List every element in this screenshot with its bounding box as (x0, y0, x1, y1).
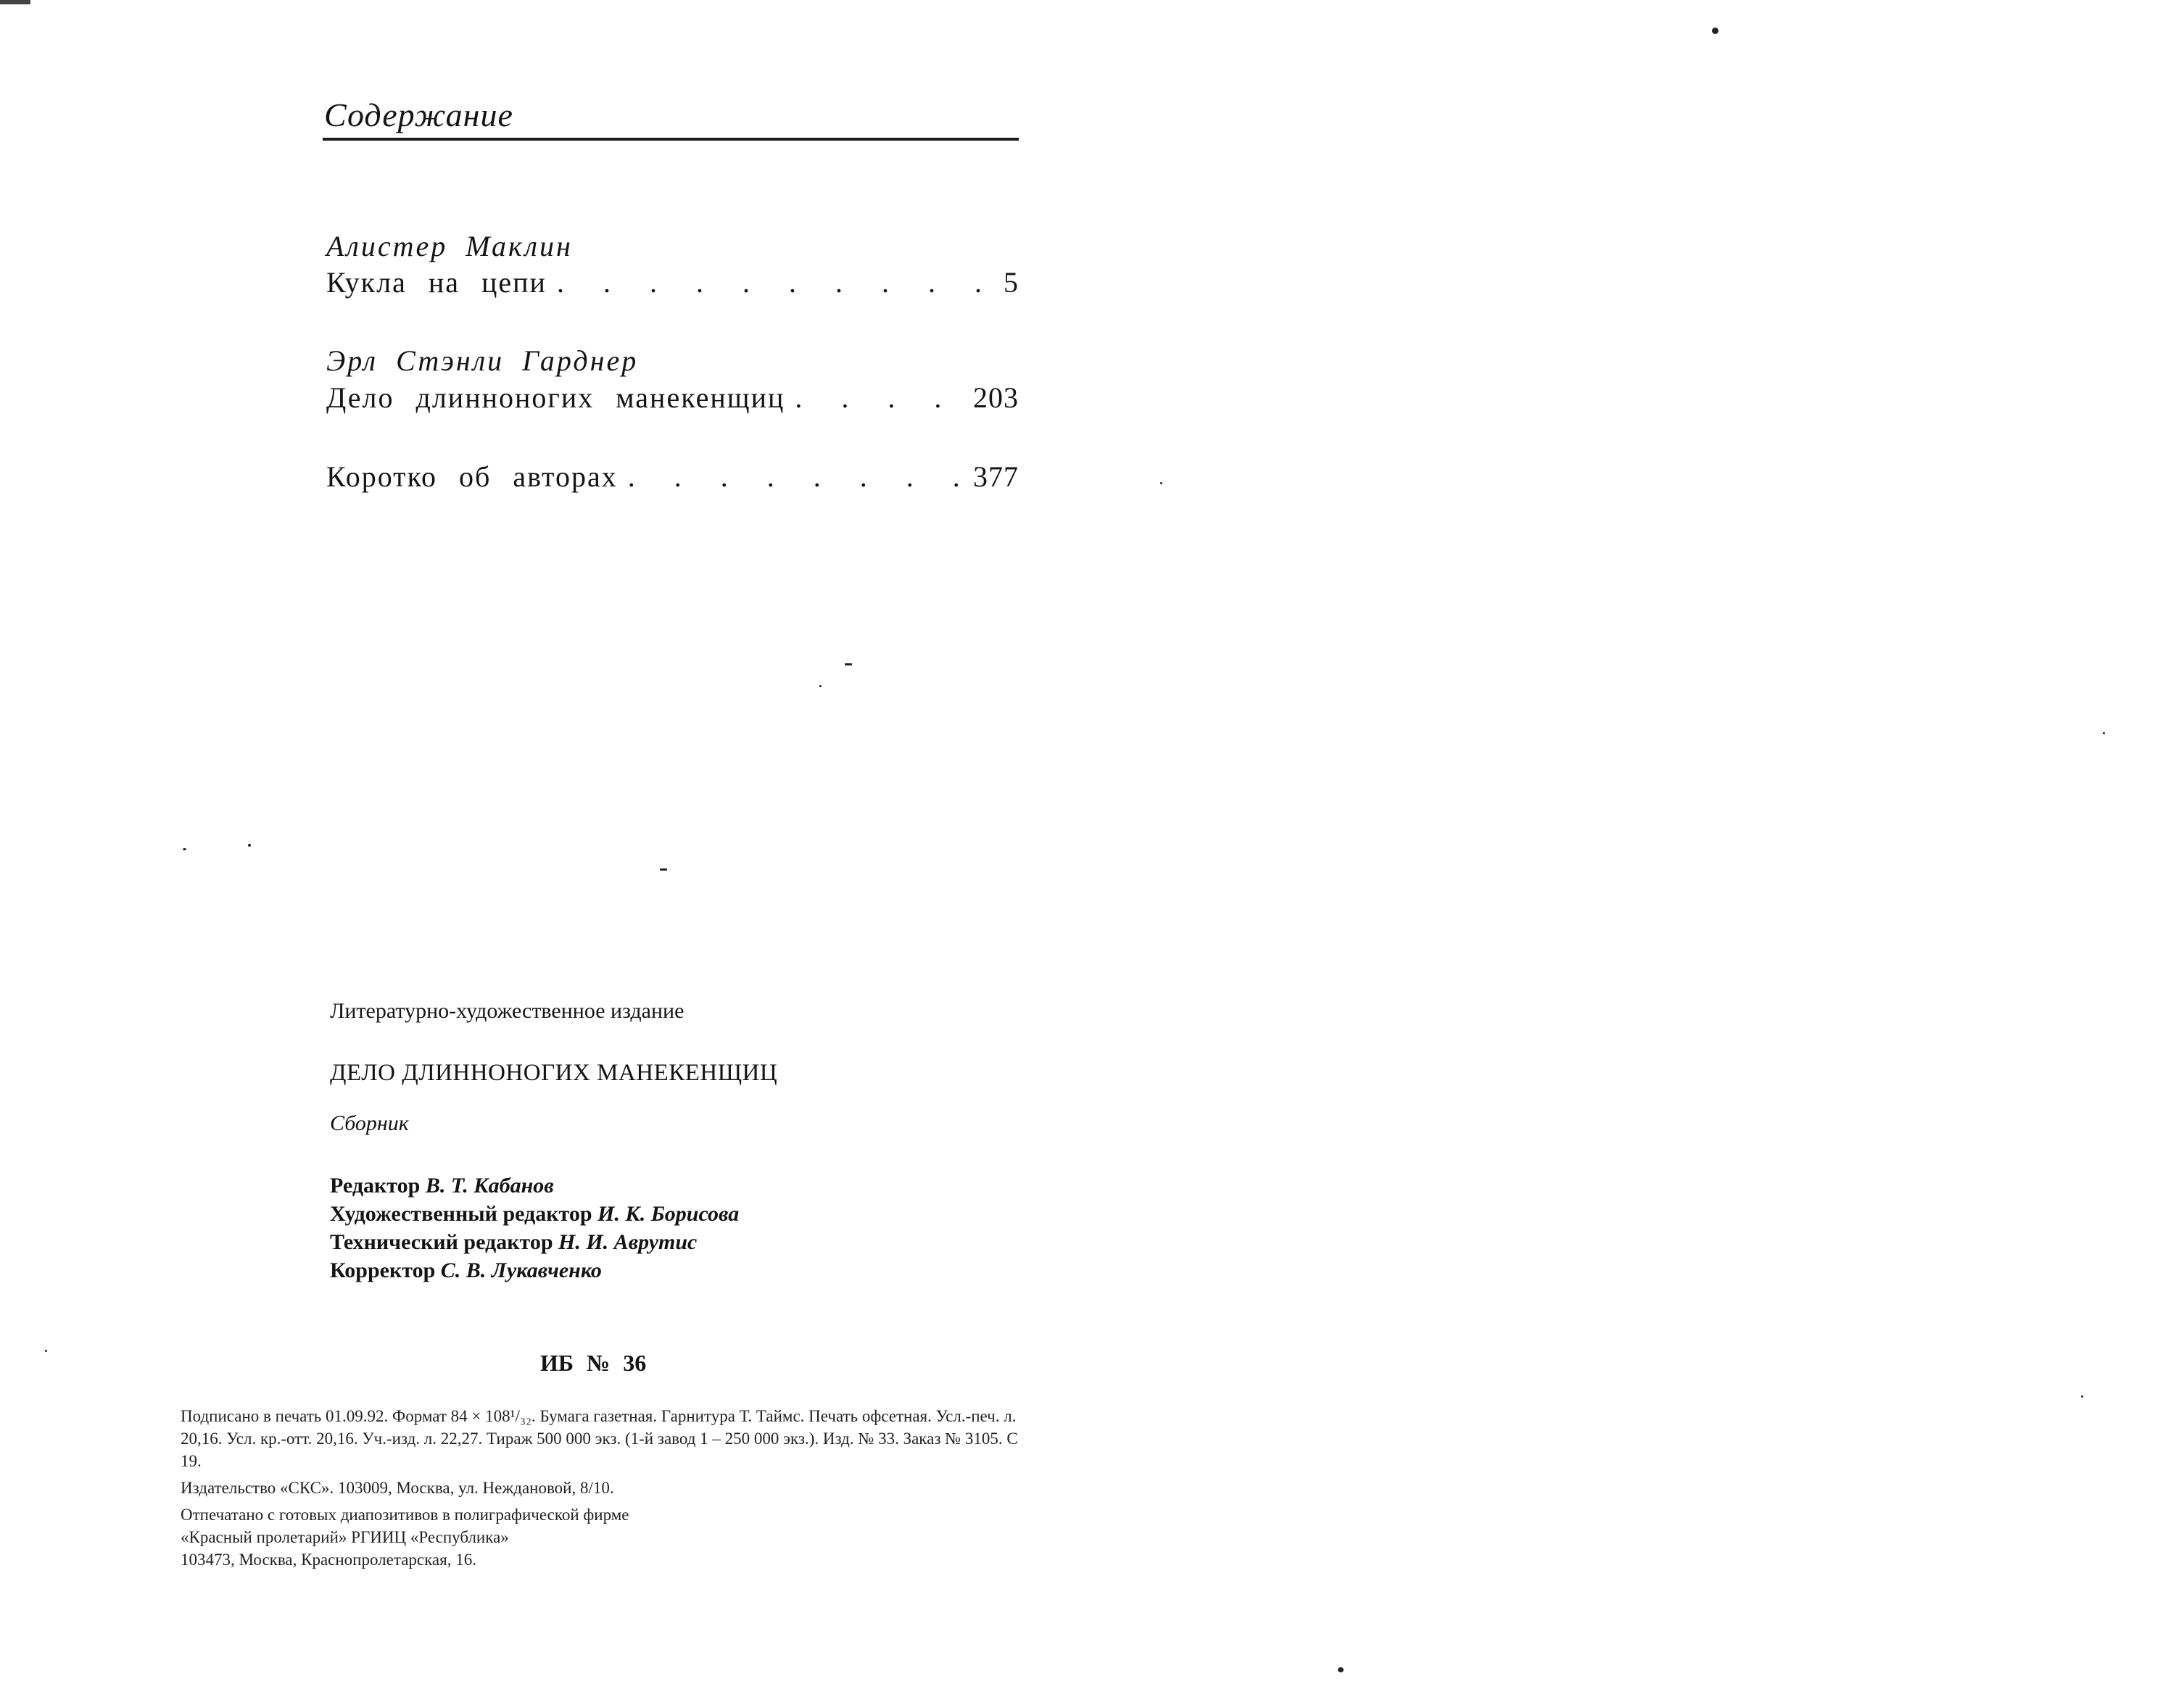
credit-tech-editor (330, 1228, 739, 1256)
credit-name: И. К. Борисова (597, 1202, 740, 1226)
scan-speck (2081, 1395, 2083, 1398)
scan-speck (819, 685, 822, 687)
imprint-credits (330, 1171, 739, 1285)
imprint-genre: Литературно-художественное издание (330, 999, 684, 1023)
scan-speck (45, 1350, 47, 1352)
credit-role: Корректор (330, 1258, 436, 1282)
credit-editor (330, 1171, 739, 1200)
credit-role: Технический редактор (330, 1230, 553, 1254)
toc-entry-2 (326, 381, 1019, 415)
toc-author-1: Алистер Маклин (326, 230, 573, 262)
scan-speck (1338, 1667, 1344, 1672)
toc-entry-title: Дело длинноногих манекенщиц (326, 381, 785, 414)
imprint-ib-number: ИБ № 36 (540, 1350, 647, 1376)
toc-leader-dots (795, 381, 963, 415)
credit-name: Н. И. Аврутис (558, 1230, 698, 1254)
imprint-book-title: ДЕЛО ДЛИННОНОГИХ МАНЕКЕНЩИЦ (330, 1060, 778, 1086)
print-details: Подписано в печать 01.09.92. Формат 84 × 108¹/₃₂. Бумага газетная. Гарнитура Т. Таймс. Печать офсетная. Усл.-печ. л. 20,16. Усл. кр.-отт. 20,16. Уч.-изд. л. 22,27. Тираж 500 000 экз. (1-й завод 1 – 250 000 экз.). Изд. № 33. Заказ № 3105. С 19. (181, 1407, 1018, 1470)
printer-line-1: Отпечатано с готовых диапозитивов в полиграфической фирме (181, 1506, 629, 1524)
scan-speck (1160, 482, 1162, 484)
toc-entry-1 (326, 265, 1019, 299)
scan-speck (248, 844, 251, 847)
printer-line-2: «Красный пролетарий» РГИИЦ «Республика» (181, 1528, 509, 1546)
toc-entry-page: 377 (973, 460, 1019, 493)
toc-heading: Содержание (324, 96, 513, 133)
toc-leader-dots (557, 265, 993, 299)
toc-entry-title: Кукла на цепи (326, 266, 547, 299)
printer-line-3: 103473, Москва, Краснопролетарская, 16. (181, 1551, 476, 1569)
scan-speck (2103, 732, 2105, 734)
toc-entry-page: 5 (1004, 266, 1019, 299)
scan-speck (1712, 28, 1718, 34)
credit-name: С. В. Лукавченко (440, 1258, 602, 1282)
credit-art-editor (330, 1200, 739, 1228)
scan-speck (660, 868, 667, 871)
toc-entry-3 (326, 460, 1019, 494)
toc-leader-dots (628, 460, 963, 494)
scan-corner-mark (0, 0, 30, 4)
imprint-fine-print (181, 1405, 1029, 1571)
toc-entry-page: 203 (973, 381, 1019, 414)
imprint-subtitle: Сборник (330, 1111, 409, 1135)
credit-proofreader (330, 1256, 739, 1285)
scan-speck (183, 848, 186, 850)
credit-name: В. Т. Кабанов (425, 1174, 554, 1198)
toc-heading-rule (323, 138, 1019, 141)
credit-role: Редактор (330, 1174, 421, 1198)
publisher-line: Издательство «СКС». 103009, Москва, ул. Неждановой, 8/10. (181, 1479, 614, 1497)
scan-speck (845, 663, 852, 665)
toc-entry-title: Коротко об авторах (326, 460, 618, 493)
credit-role: Художественный редактор (330, 1202, 592, 1226)
toc-author-2: Эрл Стэнли Гарднер (326, 344, 639, 377)
